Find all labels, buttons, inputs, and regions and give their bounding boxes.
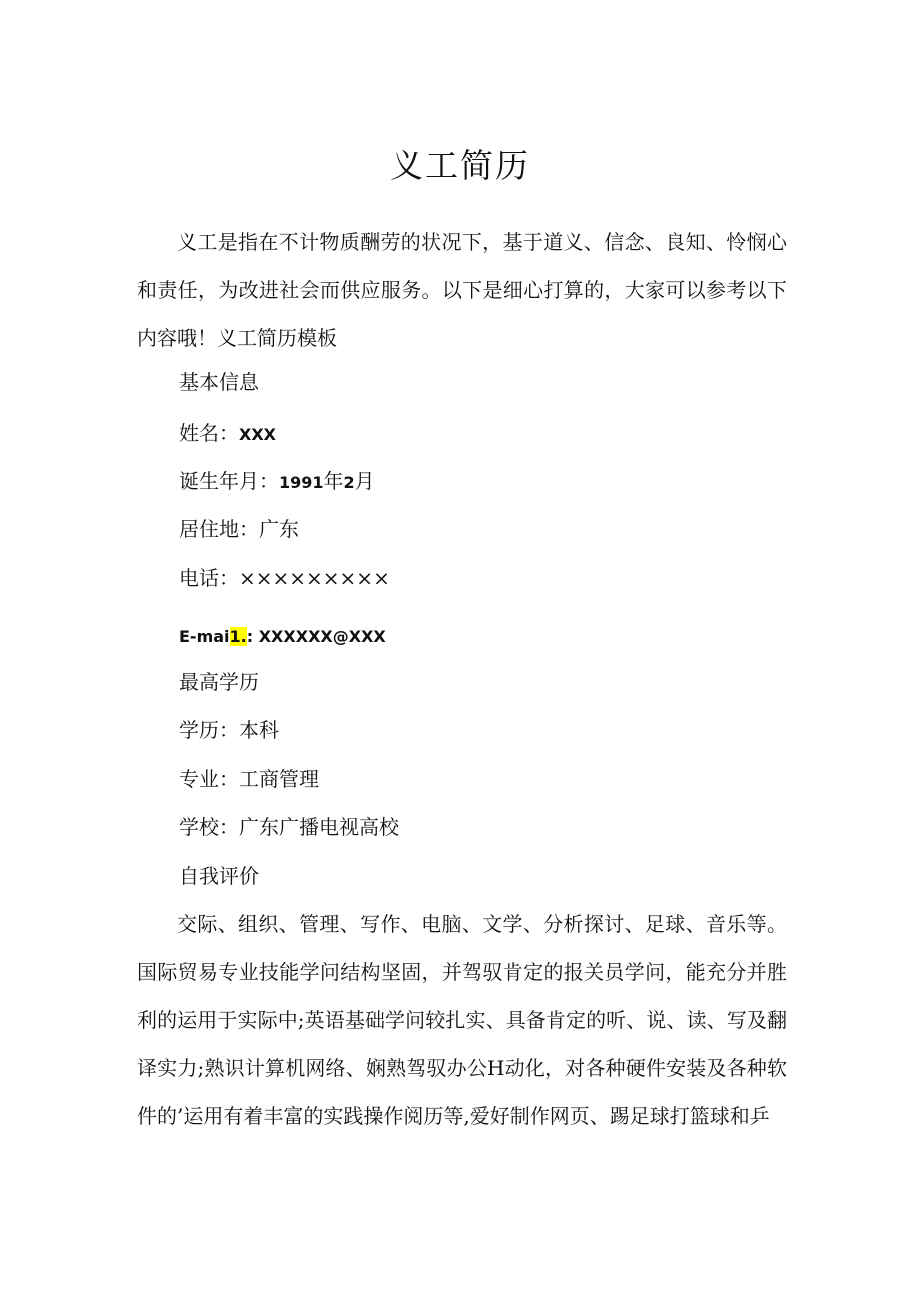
intro-paragraph: 义工是指在不计物质酬劳的状况下，基于道义、信念、良知、怜悯心和责任，为改进社会而供应服务。以下是细心打算的，大家可以参考以下内容哦！义工简历模板 (137, 230, 787, 350)
self-evaluation-paragraph: 交际、组织、管理、写作、电脑、文学、分析探讨、足球、音乐等。国际贸易专业技能学问结构坚固，并驾驭肯定的报关员学问，能充分并胜利的运用于实际中;英语基础学问较扎实、具备肯定的听、说、读、写及翻译实力;熟识计算机网络、娴熟驾驭办公H动化，对各种硬件安装及各种软件的’运用有着丰富的实践操作阅历等,爱好制作网页、踢足球打篮球和乒 (137, 912, 787, 1128)
phone-label: 电话： (179, 566, 239, 590)
degree-label: 学历： (179, 718, 239, 742)
phone-line (179, 565, 390, 591)
section-self-evaluation: 自我评价 (179, 864, 259, 888)
phone-value: ××××××××× (239, 566, 390, 590)
name-line (179, 420, 276, 448)
email-prefix: E-mai (179, 627, 230, 646)
email-suffix: : XXXXXX@XXX (246, 627, 386, 646)
residence-line (179, 516, 299, 542)
birth-year-unit: 年 (323, 469, 344, 493)
birth-month-unit: 月 (354, 469, 375, 493)
email-line (179, 624, 386, 650)
school-value: 广东广播电视高校 (239, 815, 399, 839)
school-label: 学校： (179, 815, 239, 839)
name-label: 姓名： (179, 421, 239, 445)
school-line (179, 814, 399, 840)
residence-value: 广东 (259, 517, 299, 541)
name-value: XXX (239, 425, 277, 444)
document-title: 义工简历 (390, 146, 530, 185)
major-label: 专业： (179, 767, 239, 791)
degree-value: 本科 (239, 718, 279, 742)
email-highlight: 1. (229, 627, 247, 646)
major-line (179, 766, 319, 792)
section-education: 最高学历 (179, 670, 259, 694)
major-value: 工商管理 (239, 767, 319, 791)
birth-year: 1991 (279, 473, 324, 492)
residence-label: 居住地： (179, 517, 259, 541)
birth-line (179, 468, 375, 496)
birth-label: 诞生年月： (179, 469, 279, 493)
section-basic-info: 基本信息 (179, 370, 259, 394)
birth-month: 2 (343, 473, 355, 492)
degree-line (179, 717, 279, 743)
